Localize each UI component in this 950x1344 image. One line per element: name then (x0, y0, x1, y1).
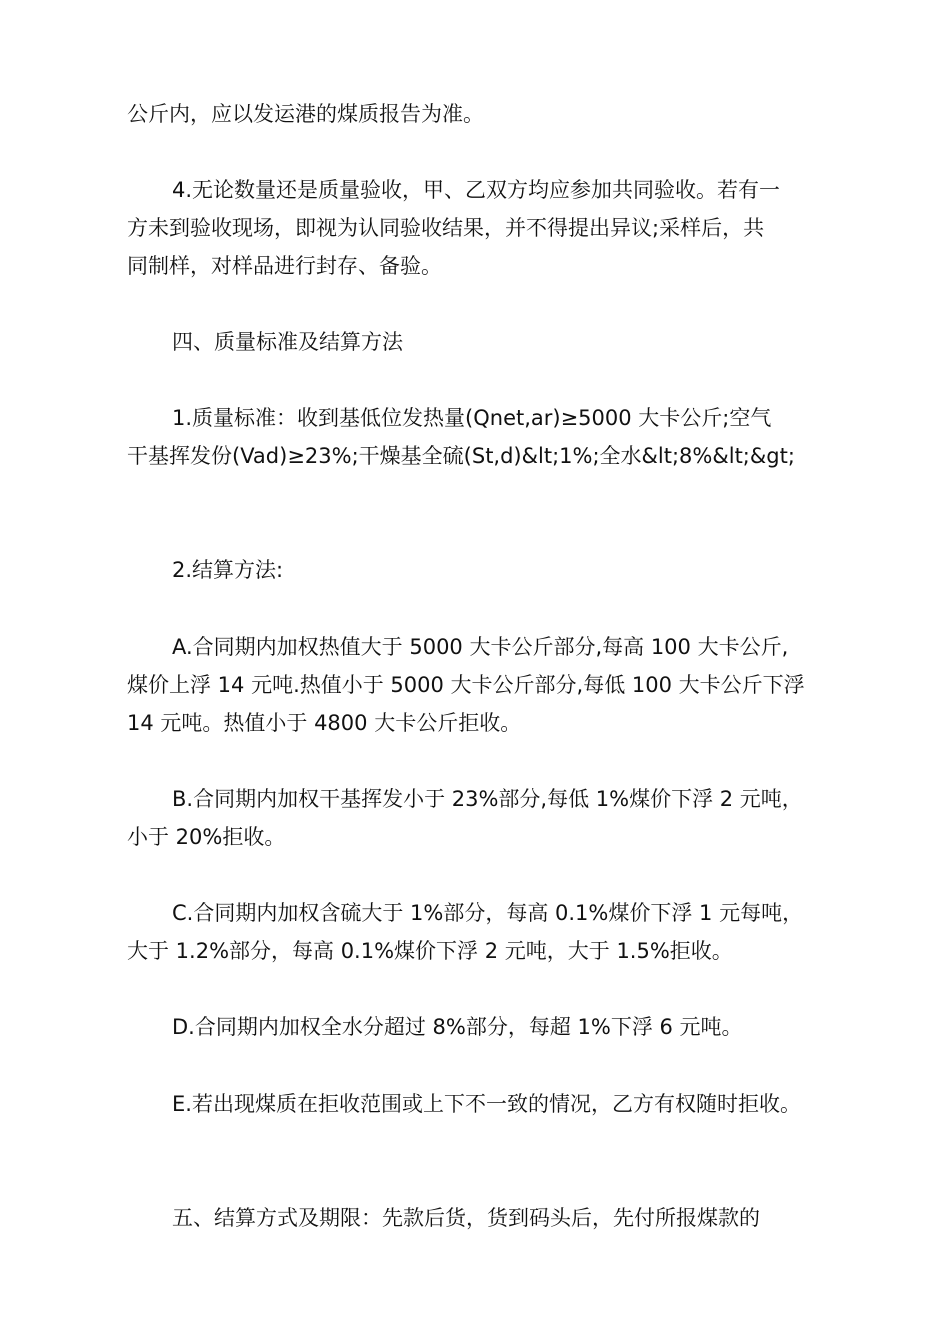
text-line: 小于 20%拒收。 (127, 825, 286, 849)
text-line: 公斤内，应以发运港的煤质报告为准。 (127, 102, 484, 126)
text-line: 方未到验收现场，即视为认同验收结果，并不得提出异议;采样后，共 (127, 216, 765, 240)
section-heading: 五、结算方式及期限：先款后货，货到码头后，先付所报煤款的 (172, 1206, 760, 1230)
text-line: 2.结算方法: (172, 558, 284, 582)
section-heading: 四、质量标准及结算方法 (172, 330, 403, 354)
text-line: 1.质量标准：收到基低位发热量(Qnet,ar)≥5000 大卡公斤;空气 (172, 406, 772, 430)
text-line: 4.无论数量还是质量验收，甲、乙双方均应参加共同验收。若有一 (172, 178, 781, 202)
text-line: B.合同期内加权干基挥发小于 23%部分,每低 1%煤价下浮 2 元吨， (172, 787, 803, 811)
text-line: E.若出现煤质在拒收范围或上下不一致的情况，乙方有权随时拒收。 (172, 1092, 801, 1116)
text-line: C.合同期内加权含硫大于 1%部分，每高 0.1%煤价下浮 1 元每吨， (172, 901, 804, 925)
text-line: D.合同期内加权全水分超过 8%部分，每超 1%下浮 6 元吨。 (172, 1015, 743, 1039)
text-line: 干基挥发份(Vad)≥23%;干燥基全硫(St,d)&lt;1%;全水&lt;8%&lt;&gt; (127, 444, 795, 468)
text-line: A.合同期内加权热值大于 5000 大卡公斤部分,每高 100 大卡公斤, (172, 635, 789, 659)
text-line: 同制样，对样品进行封存、备验。 (127, 254, 442, 278)
text-line: 煤价上浮 14 元吨.热值小于 5000 大卡公斤部分,每低 100 大卡公斤下浮 (127, 673, 805, 697)
text-line: 大于 1.2%部分，每高 0.1%煤价下浮 2 元吨，大于 1.5%拒收。 (127, 939, 733, 963)
text-line: 14 元吨。热值小于 4800 大卡公斤拒收。 (127, 711, 522, 735)
